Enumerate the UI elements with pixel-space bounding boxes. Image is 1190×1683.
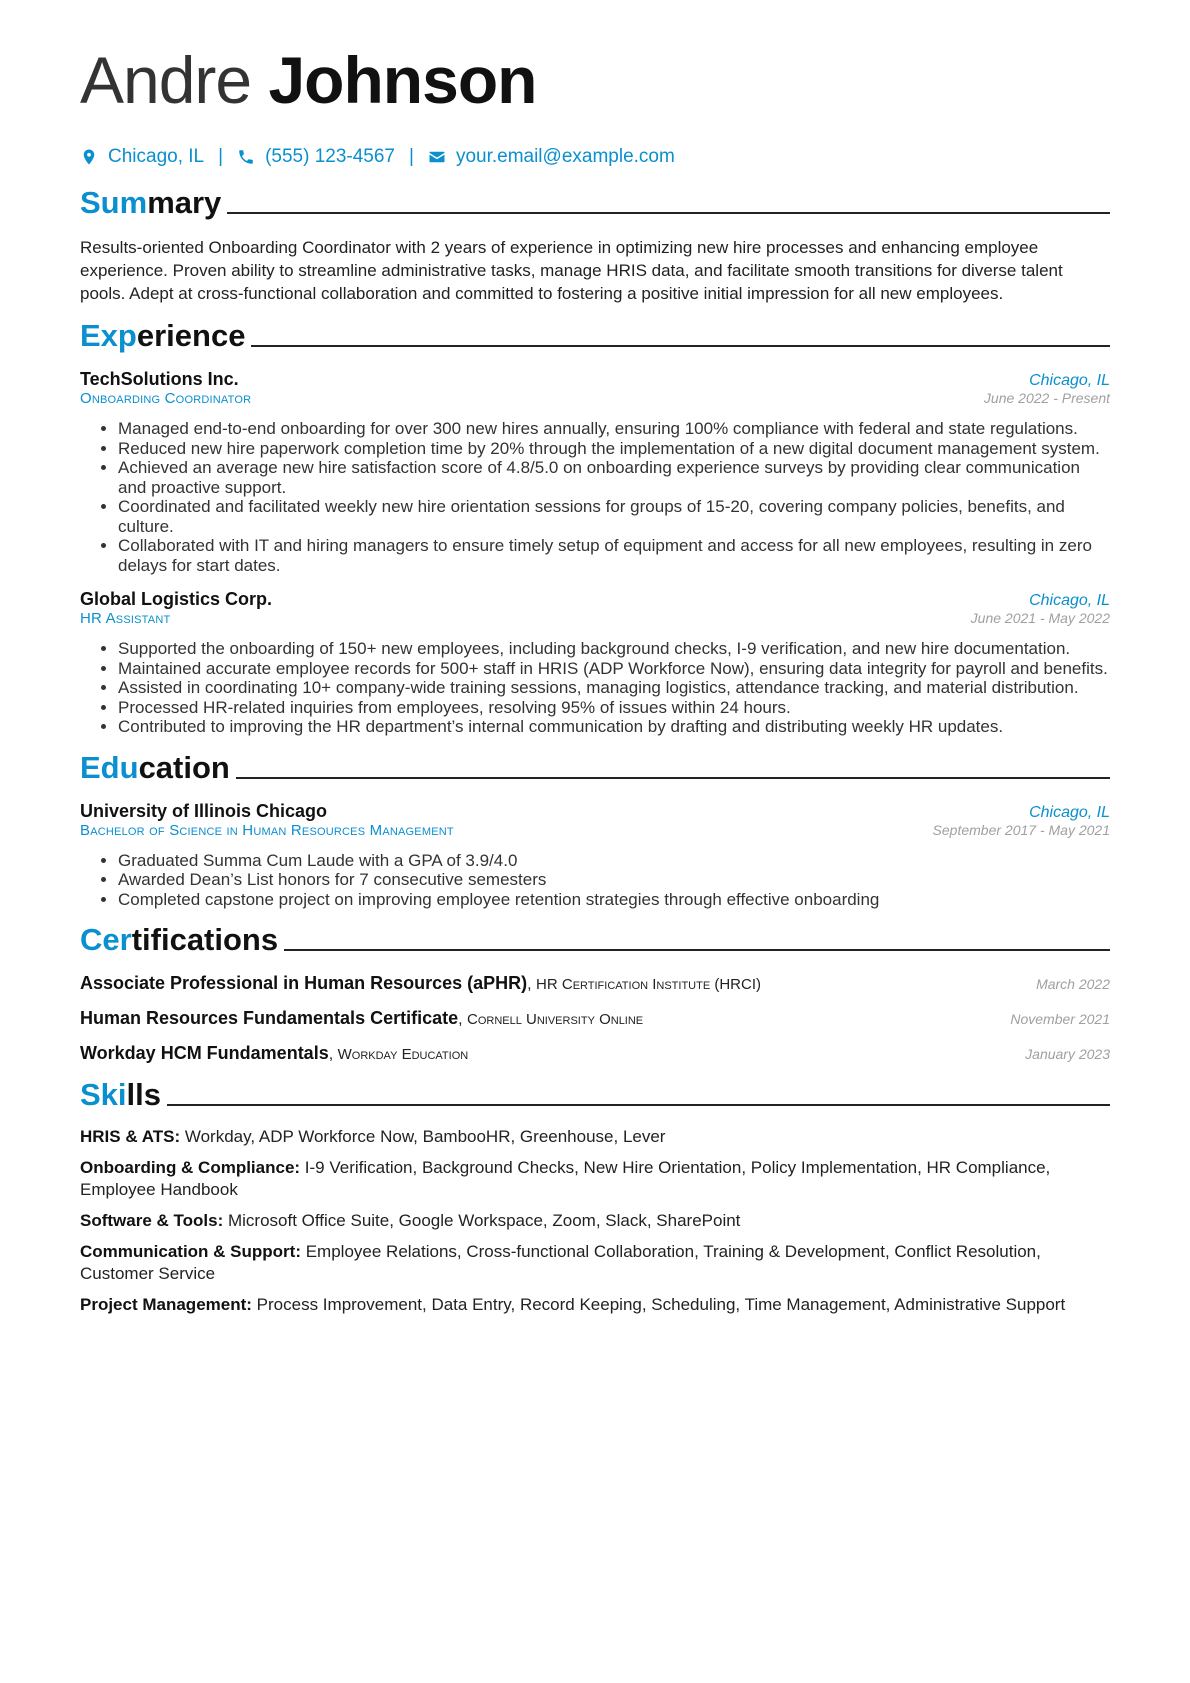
skill-row bbox=[80, 1157, 1110, 1201]
certification-name: Human Resources Fundamentals Certificate bbox=[80, 1008, 459, 1028]
bullet-item: • Awarded Dean’s List honors for 7 consecutive semesters bbox=[118, 870, 1110, 890]
section-header bbox=[80, 919, 1110, 959]
skill-values: Workday, ADP Workforce Now, BambooHR, Greenhouse, Lever bbox=[184, 1127, 666, 1146]
envelope-icon bbox=[428, 147, 446, 167]
certifications-section bbox=[80, 919, 1110, 1064]
certification-item: Workday HCM Fundamentals, Workday Education January 2023 bbox=[80, 1043, 1110, 1063]
email-link[interactable]: your.email@example.com bbox=[455, 146, 675, 167]
skill-row bbox=[80, 1241, 1110, 1285]
certification-issuer: HR Certification Institute (HRCI) bbox=[536, 976, 762, 993]
section-header bbox=[80, 182, 1110, 222]
candidate-name bbox=[80, 0, 1110, 122]
job-title: Onboarding Coordinator bbox=[80, 390, 252, 407]
skill-values: Microsoft Office Suite, Google Workspace, Zoom, Slack, SharePoint bbox=[227, 1211, 741, 1230]
certification-name: Associate Professional in Human Resources (aPHR) bbox=[80, 973, 528, 993]
section-rule bbox=[251, 345, 1110, 347]
map-pin-icon bbox=[80, 147, 98, 167]
section-header bbox=[80, 315, 1110, 355]
education-entry bbox=[80, 801, 1110, 910]
section-rule bbox=[167, 1104, 1110, 1106]
job-dates: June 2022 - Present bbox=[983, 390, 1110, 406]
skills-list bbox=[80, 1126, 1110, 1316]
bullet-item: • Completed capstone project on improving employee retention strategies through effective onboarding bbox=[118, 890, 1110, 910]
education-dates: September 2017 - May 2021 bbox=[932, 821, 1110, 838]
section-title: Certifications bbox=[80, 922, 279, 957]
contact-location bbox=[80, 146, 204, 168]
certification-issuer: Cornell University Online bbox=[467, 1011, 644, 1028]
bullet-item: • Assisted in coordinating 10+ company-wide training sessions, managing logistics, attendance tracking, and material distribution. bbox=[118, 678, 1110, 698]
job-location: Chicago, IL bbox=[1029, 372, 1110, 389]
degree: Bachelor of Science in Human Resources Management bbox=[80, 821, 454, 839]
education-section bbox=[80, 747, 1110, 910]
company-name: TechSolutions Inc. bbox=[80, 369, 239, 389]
certification-date: November 2021 bbox=[1010, 1011, 1110, 1027]
bullet-item: • Achieved an average new hire satisfaction score of 4.8/5.0 on onboarding experience surveys by providing clear communication and proactive support. bbox=[118, 458, 1110, 497]
contact-bar bbox=[80, 142, 1110, 172]
phone-text: (555) 123-4567 bbox=[265, 146, 395, 167]
certification-date: January 2023 bbox=[1025, 1046, 1110, 1062]
section-header bbox=[80, 1074, 1110, 1114]
skill-category: HRIS & ATS: bbox=[80, 1127, 181, 1146]
section-rule bbox=[236, 777, 1110, 779]
section-header bbox=[80, 747, 1110, 787]
job-dates: June 2021 - May 2022 bbox=[970, 610, 1110, 626]
bullet-item: • Coordinated and facilitated weekly new hire orientation sessions for groups of 15-20, covering company policies, benefits, and culture. bbox=[118, 497, 1110, 536]
skill-values: Process Improvement, Data Entry, Record Keeping, Scheduling, Time Management, Administrative Support bbox=[256, 1295, 1066, 1314]
bullet-item: • Collaborated with IT and hiring managers to ensure timely setup of equipment and access for all new employees, resulting in zero delays for start dates. bbox=[118, 536, 1110, 575]
summary-text: Results-oriented Onboarding Coordinator with 2 years of experience in optimizing new hire processes and enhancing employee experience. Proven ability to streamline administrative tasks, manage HRIS data, and facilitate smooth transitions for diverse talent pools. Adept at cross-functional collaboration and committed to fostering a positive initial impression for all new employees. bbox=[80, 238, 1063, 303]
section-rule bbox=[227, 212, 1110, 214]
job-bullets bbox=[80, 419, 1110, 575]
job-title: HR Assistant bbox=[80, 610, 171, 627]
job-location: Chicago, IL bbox=[1029, 592, 1110, 609]
skill-row bbox=[80, 1210, 1110, 1232]
skill-row bbox=[80, 1294, 1110, 1316]
skill-category: Project Management: bbox=[80, 1295, 252, 1314]
section-title: Education bbox=[80, 749, 230, 785]
skill-values: Employee Relations, Cross-functional Collaboration, Training & Development, Conflict Resolution, Customer Service bbox=[80, 1242, 1041, 1283]
bullet-item: • Maintained accurate employee records for 500+ staff in HRIS (ADP Workforce Now), ensuring data integrity for payroll and benefits. bbox=[118, 659, 1110, 679]
contact-separator: | bbox=[218, 146, 224, 167]
skills-section bbox=[80, 1074, 1110, 1316]
bullet-item: • Managed end-to-end onboarding for over 300 new hires annually, ensuring 100% compliance with federal and state regulations. bbox=[118, 419, 1110, 439]
certification-item: Associate Professional in Human Resources (aPHR), HR Certification Institute (HRCI) March 2022 bbox=[80, 973, 1110, 993]
bullet-item: • Graduated Summa Cum Laude with a GPA of 3.9/4.0 bbox=[118, 851, 1110, 871]
bullet-item: • Contributed to improving the HR department’s internal communication by drafting and distributing weekly HR updates. bbox=[118, 717, 1110, 737]
education-bullets bbox=[80, 851, 1110, 910]
certification-item: Human Resources Fundamentals Certificate, Cornell University Online November 2021 bbox=[80, 1008, 1110, 1028]
job-entry bbox=[80, 589, 1110, 737]
bullet-item: • Supported the onboarding of 150+ new employees, including background checks, I-9 verification, and new hire documentation. bbox=[118, 639, 1110, 659]
skill-category: Communication & Support: bbox=[80, 1242, 301, 1261]
first-name: Andre bbox=[80, 43, 252, 117]
company-name: Global Logistics Corp. bbox=[80, 589, 273, 609]
school-location: Chicago, IL bbox=[1029, 803, 1110, 821]
certification-date: March 2022 bbox=[1036, 976, 1110, 992]
bullet-item: • Processed HR-related inquiries from employees, resolving 95% of issues within 24 hours. bbox=[118, 698, 1110, 718]
skill-row bbox=[80, 1126, 1110, 1148]
experience-section bbox=[80, 315, 1110, 737]
last-name: Johnson bbox=[268, 43, 537, 117]
certification-name: Workday HCM Fundamentals bbox=[80, 1043, 329, 1063]
contact-phone[interactable] bbox=[237, 146, 395, 168]
bullet-item: • Reduced new hire paperwork completion time by 20% through the implementation of a new digital document management system. bbox=[118, 439, 1110, 459]
skill-values: I-9 Verification, Background Checks, New Hire Orientation, Policy Implementation, HR Compliance, Employee Handbook bbox=[80, 1158, 1051, 1199]
location-text: Chicago, IL bbox=[108, 146, 205, 167]
section-title: Skills bbox=[80, 1077, 161, 1112]
contact-separator: | bbox=[409, 146, 414, 167]
summary-section bbox=[80, 182, 1110, 305]
skill-category: Onboarding & Compliance: bbox=[80, 1158, 301, 1177]
school-name: University of Illinois Chicago bbox=[80, 800, 328, 821]
section-rule bbox=[284, 949, 1110, 951]
skill-category: Software & Tools: bbox=[80, 1211, 224, 1230]
job-bullets bbox=[80, 639, 1110, 737]
section-title: Experience bbox=[80, 318, 246, 353]
job-entry bbox=[80, 369, 1110, 575]
certification-issuer: Workday Education bbox=[337, 1046, 469, 1063]
contact-email[interactable] bbox=[428, 146, 675, 168]
section-title: Summary bbox=[80, 185, 222, 220]
phone-icon bbox=[237, 147, 255, 167]
